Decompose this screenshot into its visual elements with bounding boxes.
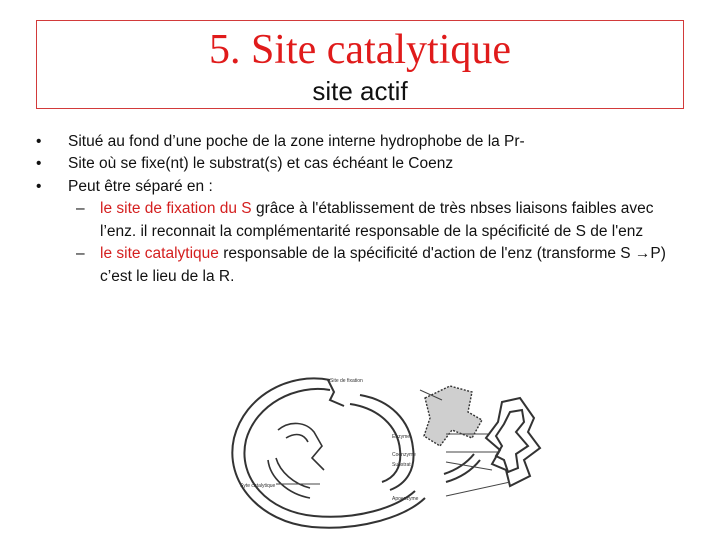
enzyme-folds xyxy=(268,423,324,498)
bullet-list xyxy=(36,131,696,288)
binding-site-label: Site de fixation xyxy=(330,378,363,384)
dash-marker: – xyxy=(76,245,85,263)
dash-marker: – xyxy=(76,200,85,218)
enzyme-diagram xyxy=(210,360,565,535)
coenzyme-label: Coenzyme xyxy=(392,452,416,458)
leader-lines xyxy=(276,390,510,496)
sub-bullet-text: grâce à l'établissement de très nbses liaisons faibles avec l’enz. il reconnait la complémentarité responsable de la spécificité de S de l'enz xyxy=(100,200,654,240)
bullet-text: Peut être séparé en : xyxy=(68,177,213,195)
bullet-item xyxy=(36,153,696,175)
sub-bullet-highlight: le site catalytique xyxy=(100,245,219,263)
bullet-marker: • xyxy=(36,133,42,150)
sub-bullet-text: responsable de la spécificité d'action de l'enz (transforme S →P) c’est le lieu de la R. xyxy=(100,245,666,285)
bullet-marker: • xyxy=(36,155,42,173)
bullet-text: Site où se fixe(nt) le substrat(s) et cas échéant le Coenz xyxy=(68,155,454,173)
sub-bullet-item xyxy=(36,243,674,288)
bullet-item xyxy=(36,176,696,198)
substrate-label: Substrat xyxy=(392,462,411,468)
bullet-text: Situé au fond d’une poche de la zone interne hydrophobe de la Pr- xyxy=(68,133,525,150)
title-box xyxy=(36,20,684,109)
substrate-shape xyxy=(424,386,482,446)
slide-title: 5. Site catalytique xyxy=(208,27,512,73)
sub-bullet-highlight: le site de fixation du S xyxy=(100,200,256,218)
bullet-item xyxy=(36,131,696,153)
sub-bullet-item xyxy=(36,198,674,243)
catalytic-site-label: Syte catalytique xyxy=(240,483,276,489)
enzyme-label: Enzyme xyxy=(392,434,411,440)
apoenzyme-label: Apoenzyme xyxy=(392,496,419,502)
bullet-marker: • xyxy=(36,177,42,195)
slide-subtitle: site actif xyxy=(312,76,408,106)
